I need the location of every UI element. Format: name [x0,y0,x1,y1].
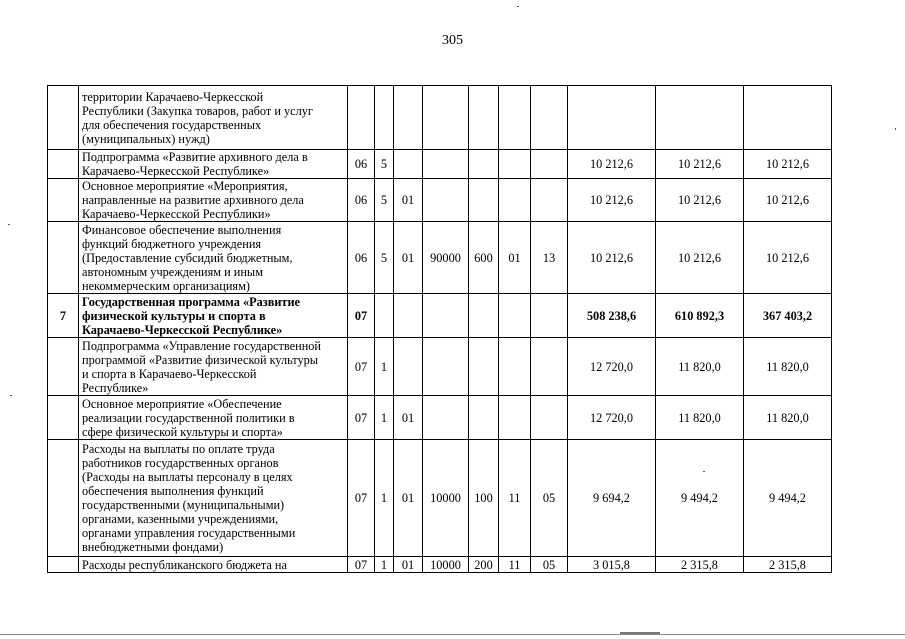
description-line: внебюджетными фондами) [82,540,224,554]
code-cell-3: 01 [394,557,423,573]
description-line: органами, казенными учреждениями, [82,512,279,526]
code-cell-2 [375,294,394,338]
code-cell-5 [469,86,499,150]
description-line: органами управления государственными [82,526,296,540]
code-cell-7 [531,86,568,150]
description-line: (Расходы на выплаты персоналу в целях [82,470,293,484]
description-line: Подпрограмма «Управление государственной [82,338,322,353]
code-cell-4: 10000 [423,440,469,557]
amount-year-2-cell: 10 212,6 [656,150,744,179]
table-row [48,150,832,179]
description-line: функций бюджетного учреждения [82,236,262,251]
row-description-cell [79,396,348,440]
code-cell-6 [499,86,531,150]
code-cell-5: 100 [469,440,499,557]
description-line: территории Карачаево-Черкесской [82,89,264,104]
amount-year-2-cell: 11 820,0 [656,338,744,396]
code-cell-1: 07 [348,440,375,557]
table-row [48,557,832,573]
code-cell-2: 1 [375,440,394,557]
amount-year-2-cell: 10 212,6 [656,222,744,294]
row-index-cell [48,440,79,557]
scan-speck [895,128,896,130]
table-row [48,179,832,222]
row-index-cell [48,338,79,396]
description-line: (муниципальных) нужд) [82,131,210,146]
amount-year-3-cell: 367 403,2 [744,294,832,338]
description-line: программой «Развитие физической культуры [82,352,319,367]
scan-edge-mark [620,632,660,634]
description-line: Государственная программа «Развитие [82,294,301,309]
code-cell-6 [499,150,531,179]
description-line: обеспечения выполнения функций [82,484,264,498]
row-index-cell [48,150,79,179]
code-cell-3: 01 [394,222,423,294]
amount-year-1-cell [568,86,656,150]
code-cell-6 [499,396,531,440]
table-row [48,294,832,338]
description-line: Карачаево-Черкесской Республике» [82,164,270,178]
code-cell-6 [499,294,531,338]
code-cell-2: 1 [375,396,394,440]
code-cell-5 [469,179,499,222]
code-cell-2 [375,86,394,150]
amount-year-3-cell: 11 820,0 [744,396,832,440]
row-description-cell [79,86,348,150]
code-cell-2: 1 [375,338,394,396]
table-row [48,338,832,396]
code-cell-6 [499,338,531,396]
amount-year-2-cell [656,86,744,150]
code-cell-1: 06 [348,222,375,294]
code-cell-6 [499,179,531,222]
code-cell-1: 07 [348,294,375,338]
row-description-cell [79,440,348,557]
amount-year-3-cell: 10 212,6 [744,222,832,294]
code-cell-7 [531,294,568,338]
amount-year-1-cell: 10 212,6 [568,222,656,294]
code-cell-2: 5 [375,222,394,294]
row-description-cell [79,294,348,338]
description-line: некоммерческим организациям) [82,278,250,293]
budget-table-body [48,86,832,573]
code-cell-6: 01 [499,222,531,294]
scan-speck [8,224,10,225]
table-row [48,396,832,440]
code-cell-5: 600 [469,222,499,294]
description-line: реализации государственной политики в [82,410,295,425]
code-cell-2: 1 [375,557,394,573]
code-cell-6: 11 [499,557,531,573]
table-row [48,440,832,557]
amount-year-3-cell: 2 315,8 [744,557,832,573]
code-cell-3 [394,86,423,150]
row-description-cell [79,179,348,222]
code-cell-4 [423,150,469,179]
page-number: 305 [442,33,463,48]
code-cell-1: 06 [348,150,375,179]
code-cell-3: 01 [394,179,423,222]
code-cell-5 [469,396,499,440]
scan-speck [10,395,12,396]
amount-year-3-cell: 10 212,6 [744,179,832,222]
amount-year-2-cell: 11 820,0 [656,396,744,440]
description-line: физической культуры и спорта в [82,308,266,323]
row-index-cell [48,86,79,150]
code-cell-3 [394,150,423,179]
amount-year-1-cell: 12 720,0 [568,338,656,396]
code-cell-1: 06 [348,179,375,222]
code-cell-4: 90000 [423,222,469,294]
code-cell-1: 07 [348,557,375,573]
description-line: работников государственных органов [82,456,279,470]
amount-year-1-cell: 3 015,8 [568,557,656,573]
row-index-cell [48,222,79,294]
description-line: сфере физической культуры и спорта» [82,424,283,439]
code-cell-7 [531,150,568,179]
code-cell-3 [394,294,423,338]
amount-year-3-cell: 10 212,6 [744,150,832,179]
amount-year-1-cell: 10 212,6 [568,150,656,179]
code-cell-3 [394,338,423,396]
scan-edge-line [0,634,905,635]
description-line: государственными (муниципальными) [82,498,285,512]
scan-speck [703,471,705,472]
code-cell-1 [348,86,375,150]
amount-year-3-cell: 9 494,2 [744,440,832,557]
amount-year-2-cell: 10 212,6 [656,179,744,222]
description-line: Основное мероприятие «Мероприятия, [82,179,288,193]
scan-speck [517,6,519,7]
description-line: Расходы на выплаты по оплате труда [82,442,275,456]
code-cell-7: 05 [531,440,568,557]
description-line: Республике» [82,380,149,395]
description-line: направленные на развитие архивного дела [82,193,304,207]
code-cell-7 [531,396,568,440]
row-description-cell [79,338,348,396]
code-cell-5 [469,338,499,396]
description-line: Расходы республиканского бюджета на [82,557,287,572]
description-line: автономным учреждениям и иным [82,264,263,279]
description-line: для обеспечения государственных [82,117,262,132]
code-cell-2: 5 [375,179,394,222]
row-index-cell [48,557,79,573]
code-cell-5 [469,294,499,338]
code-cell-3: 01 [394,440,423,557]
row-description-cell [79,150,348,179]
code-cell-5 [469,150,499,179]
code-cell-6: 11 [499,440,531,557]
amount-year-2-cell: 9 494,2 [656,440,744,557]
row-description-cell [79,222,348,294]
description-line: Финансовое обеспечение выполнения [82,222,282,237]
row-description-cell [79,557,348,573]
row-index-cell: 7 [48,294,79,338]
code-cell-4 [423,338,469,396]
code-cell-4: 10000 [423,557,469,573]
row-index-cell [48,396,79,440]
code-cell-5: 200 [469,557,499,573]
code-cell-2: 5 [375,150,394,179]
amount-year-3-cell: 11 820,0 [744,338,832,396]
amount-year-2-cell: 2 315,8 [656,557,744,573]
amount-year-2-cell: 610 892,3 [656,294,744,338]
code-cell-7 [531,179,568,222]
code-cell-1: 07 [348,396,375,440]
amount-year-1-cell: 10 212,6 [568,179,656,222]
description-line: Карачаево-Черкесской Республики» [82,207,271,221]
code-cell-4 [423,294,469,338]
code-cell-3: 01 [394,396,423,440]
code-cell-7: 05 [531,557,568,573]
row-index-cell [48,179,79,222]
description-line: Республики (Закупка товаров, работ и услуг [82,103,313,118]
description-line: Карачаево-Черкесской Республике» [82,322,283,337]
code-cell-4 [423,86,469,150]
budget-table [47,85,832,573]
table-row [48,222,832,294]
code-cell-4 [423,396,469,440]
amount-year-3-cell [744,86,832,150]
description-line: (Предоставление субсидий бюджетным, [82,250,293,265]
code-cell-7 [531,338,568,396]
description-line: Основное мероприятие «Обеспечение [82,396,282,411]
amount-year-1-cell: 9 694,2 [568,440,656,557]
amount-year-1-cell: 508 238,6 [568,294,656,338]
code-cell-4 [423,179,469,222]
amount-year-1-cell: 12 720,0 [568,396,656,440]
description-line: и спорта в Карачаево-Черкесской [82,366,257,381]
description-line: Подпрограмма «Развитие архивного дела в [82,150,308,164]
table-row [48,86,832,150]
code-cell-1: 07 [348,338,375,396]
code-cell-7: 13 [531,222,568,294]
